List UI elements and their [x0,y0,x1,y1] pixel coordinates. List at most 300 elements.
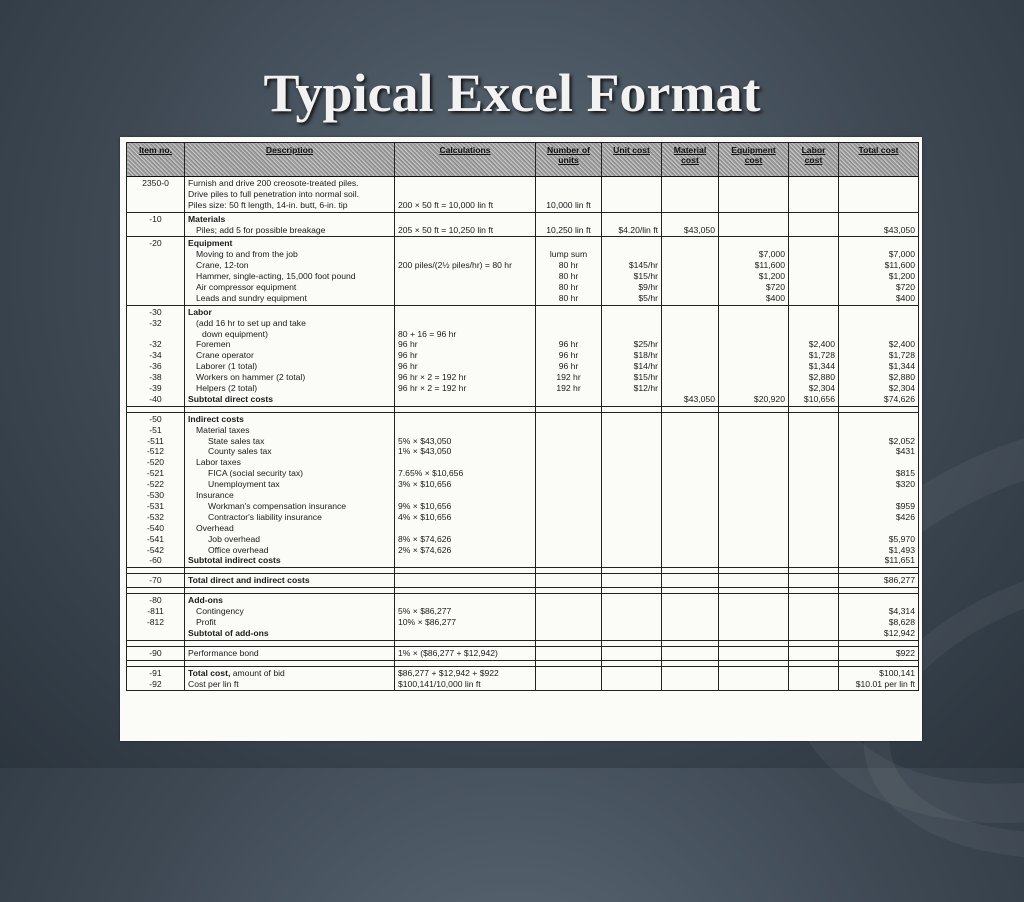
header-item-no: Item no. [127,143,185,177]
line-material-cost [665,414,715,425]
equipment-cost-cell [719,212,789,237]
line-calculations: 1% × ($86,277 + $12,942) [398,647,498,658]
line-item-no: -521 [146,468,165,479]
line-item-no [130,293,181,304]
table-row [127,412,919,567]
line-material-cost [665,350,715,361]
line-total-cost: $7,000 [888,249,915,260]
line-description: Unemployment tax [208,479,280,490]
line-unit-cost [605,595,658,606]
line-material-cost [665,617,715,628]
line-total-cost [842,178,915,189]
line-units [539,446,598,457]
line-labor-cost [792,446,835,457]
line-units [539,436,598,447]
unit-cost-cell [602,412,662,567]
line-units: 10,250 lin ft [546,224,591,235]
line-units [539,238,598,249]
line-unit-cost: $15/hr [633,372,658,383]
line-equipment-cost [722,479,785,490]
line-equipment-cost [722,214,785,225]
line-equipment-cost [722,468,785,479]
line-total-cost: $74,626 [883,393,915,404]
labor-cost-cell [789,666,839,691]
line-equipment-cost: $400 [765,292,785,303]
line-total-cost: $1,493 [888,544,915,555]
line-description: Piles size: 50 ft length, 14-in. butt, 6-in. tip [188,199,348,210]
description-cell [185,666,395,691]
table-row [127,212,919,237]
line-unit-cost [605,668,658,679]
line-material-cost [665,260,715,271]
line-calculations [398,628,532,639]
line-material-cost [665,372,715,383]
line-material-cost [665,436,715,447]
line-unit-cost [605,479,658,490]
line-item-no [130,260,181,271]
line-calculations: 96 hr × 2 = 192 hr [398,383,467,394]
line-units: 80 hr [558,282,579,293]
line-material-cost: $43,050 [683,224,715,235]
line-labor-cost [792,271,835,282]
line-item-no: -32 [149,339,162,350]
estimate-sheet [120,137,922,741]
line-unit-cost [605,555,658,566]
line-equipment-cost [722,350,785,361]
unit-cost-cell [602,237,662,305]
line-description: down equipment) [202,328,268,339]
line-unit-cost: $145/hr [628,260,658,271]
line-calculations: $86,277 + $12,942 + $922 [398,667,499,678]
description-cell [185,574,395,588]
line-total-cost [842,595,915,606]
units-cell [536,237,602,305]
line-units [539,394,598,405]
line-description: Workman's compensation insurance [208,500,347,511]
line-unit-cost [605,534,658,545]
line-equipment-cost [722,189,785,200]
line-equipment-cost [722,617,785,628]
item-no-cell [127,574,185,588]
line-description: Cost per lin ft [188,678,239,689]
calculations-cell [395,666,536,691]
line-labor-cost: $2,400 [808,339,835,350]
line-material-cost [665,249,715,260]
labor-cost-cell [789,412,839,567]
line-description: Subtotal of add-ons [188,627,269,638]
line-item-no: -522 [146,479,165,490]
line-total-cost: $4,314 [888,606,915,617]
line-unit-cost [605,457,658,468]
line-calculations: 205 × 50 ft = 10,250 lin ft [398,224,494,235]
line-calculations [398,214,532,225]
units-cell [536,574,602,588]
line-units [539,214,598,225]
unit-cost-cell [602,574,662,588]
line-equipment-cost [722,457,785,468]
line-material-cost [665,555,715,566]
item-no-cell [127,212,185,237]
material-cost-cell [662,177,719,213]
line-item-no: -30 [149,306,162,317]
equipment-cost-cell [719,594,789,641]
header-row [127,143,919,177]
line-total-cost: $11,651 [884,555,915,566]
line-calculations: 96 hr × 2 = 192 hr [398,372,467,383]
line-calculations [398,293,532,304]
line-calculations [398,189,532,200]
line-description: Subtotal indirect costs [188,555,281,566]
line-units [539,555,598,566]
material-cost-cell [662,237,719,305]
line-description: Helpers (2 total) [196,383,258,394]
line-units [539,628,598,639]
total-cost-cell [839,212,919,237]
line-description: Indirect costs [188,413,244,424]
equipment-cost-cell [719,666,789,691]
line-labor-cost [792,468,835,479]
line-units [539,479,598,490]
line-material-cost [665,200,715,211]
total-cost-cell [839,305,919,406]
line-equipment-cost: $11,600 [754,260,785,271]
line-item-no: -32 [149,317,162,328]
line-labor-cost: $1,344 [808,361,835,372]
header-material-cost: Material cost [662,143,719,177]
line-equipment-cost [722,436,785,447]
line-item-no [130,282,181,293]
line-labor-cost [792,490,835,501]
line-unit-cost [605,523,658,534]
equipment-cost-cell [719,412,789,567]
line-labor-cost [792,617,835,628]
line-calculations: 96 hr [398,361,418,372]
line-labor-cost [792,225,835,236]
item-no-cell [127,237,185,305]
line-calculations: 10% × $86,277 [398,616,457,627]
line-unit-cost [605,329,658,340]
labor-cost-cell [789,177,839,213]
units-cell [536,646,602,660]
line-description: County sales tax [208,446,272,457]
line-material-cost [665,361,715,372]
line-units: 192 hr [556,372,581,383]
header-equipment-cost: Equipment cost [719,143,789,177]
line-calculations [398,394,532,405]
line-item-no: -530 [146,490,165,501]
equipment-cost-cell [719,305,789,406]
line-equipment-cost [722,534,785,545]
line-calculations: 9% × $10,656 [398,500,452,511]
line-total-cost: $2,304 [888,383,915,394]
line-item-no: -36 [149,361,162,372]
line-labor-cost [792,648,835,659]
line-description: Workers on hammer (2 total) [196,372,306,383]
line-equipment-cost [722,679,785,690]
line-item-no: 2350-0 [142,178,169,188]
labor-cost-cell [789,305,839,406]
line-item-no: -812 [146,616,165,627]
calculations-cell [395,412,536,567]
line-description: Overhead [196,522,234,533]
line-unit-cost: $5/hr [638,292,658,303]
line-calculations [398,555,532,566]
line-description: Drive piles to full penetration into normal soil. [188,188,360,199]
line-total-cost [842,189,915,200]
line-item-no: -40 [149,393,162,404]
line-labor-cost [792,249,835,260]
line-total-cost: $1,728 [888,350,915,361]
line-calculations: 80 + 16 = 96 hr [398,328,457,339]
line-labor-cost [792,214,835,225]
line-equipment-cost [722,414,785,425]
line-material-cost [665,606,715,617]
header-description: Description [185,143,395,177]
description-cell [185,305,395,406]
line-unit-cost [605,189,658,200]
calculations-cell [395,177,536,213]
line-equipment-cost [722,668,785,679]
table-row [127,646,919,660]
units-cell [536,212,602,237]
line-calculations [398,425,532,436]
line-labor-cost [792,606,835,617]
unit-cost-cell [602,177,662,213]
description-cell [185,646,395,660]
line-description: Piles; add 5 for possible breakage [196,224,326,235]
line-labor-cost [792,555,835,566]
total-cost-cell [839,237,919,305]
line-units [539,425,598,436]
line-calculations [398,282,532,293]
line-description: State sales tax [208,435,265,446]
description-cell [185,212,395,237]
line-total-cost [842,490,915,501]
line-labor-cost [792,501,835,512]
line-labor-cost [792,260,835,271]
line-units [539,617,598,628]
line-units: 192 hr [556,383,581,394]
line-unit-cost [605,490,658,501]
unit-cost-cell [602,646,662,660]
line-description: Laborer (1 total) [196,361,258,372]
total-cost-cell [839,646,919,660]
line-total-cost [842,214,915,225]
line-total-cost [842,238,915,249]
line-unit-cost: $14/hr [633,361,658,372]
line-unit-cost [605,307,658,318]
line-equipment-cost [722,501,785,512]
line-description: Contractor's liability insurance [208,511,322,522]
line-total-cost: $11,600 [884,260,915,271]
calculations-cell [395,574,536,588]
line-unit-cost [605,606,658,617]
line-total-cost: $1,344 [888,361,915,372]
line-unit-cost [605,214,658,225]
line-units: lump sum [549,249,588,260]
line-equipment-cost [722,318,785,329]
table-row [127,237,919,305]
line-equipment-cost [722,372,785,383]
line-equipment-cost [722,523,785,534]
line-equipment-cost [722,555,785,566]
description-cell [185,412,395,567]
line-item-no: -511 [147,435,164,446]
table-body [127,177,919,691]
line-equipment-cost [722,238,785,249]
line-material-cost [665,307,715,318]
calculations-cell [395,646,536,660]
line-total-cost: $8,628 [888,616,915,627]
line-units [539,534,598,545]
line-equipment-cost [722,446,785,457]
line-units: 10,000 lin ft [546,199,591,210]
line-equipment-cost: $720 [765,282,785,293]
line-units [539,523,598,534]
line-units: 96 hr [558,361,579,372]
line-labor-cost [792,318,835,329]
line-labor-cost [792,512,835,523]
line-item-no [130,200,181,211]
line-description: FICA (social security tax) [208,468,304,479]
table-row [127,177,919,213]
line-description: Air compressor equipment [196,282,297,293]
line-calculations [398,575,532,586]
line-labor-cost [792,238,835,249]
line-description: Leads and sundry equipment [196,292,307,303]
description-cell [185,177,395,213]
equipment-cost-cell [719,177,789,213]
line-total-cost [842,457,915,468]
equipment-cost-cell [719,574,789,588]
line-material-cost [665,679,715,690]
line-material-cost [665,446,715,457]
line-labor-cost [792,178,835,189]
line-item-no: -541 [146,533,165,544]
line-total-cost: $815 [895,468,915,479]
line-unit-cost: $4.20/lin ft [618,224,658,235]
material-cost-cell [662,666,719,691]
line-units: 80 hr [558,292,579,303]
line-unit-cost [605,425,658,436]
item-no-cell [127,594,185,641]
line-item-no [130,189,181,200]
line-material-cost [665,329,715,340]
line-units [539,648,598,659]
description-cell [185,594,395,641]
line-equipment-cost [722,339,785,350]
line-unit-cost [605,501,658,512]
item-no-cell [127,305,185,406]
line-material-cost [665,282,715,293]
unit-cost-cell [602,305,662,406]
line-units [539,679,598,690]
line-unit-cost: $9/hr [638,282,658,293]
line-units [539,501,598,512]
line-material-cost [665,479,715,490]
line-description: Total direct and indirect costs [188,575,310,586]
line-calculations [398,490,532,501]
line-labor-cost [792,628,835,639]
line-total-cost: $43,050 [883,224,915,235]
line-item-no: -531 [146,500,165,511]
line-units [539,606,598,617]
total-cost-cell [839,666,919,691]
header-number-of-units: Number of units [536,143,602,177]
line-material-cost [665,575,715,586]
line-unit-cost [605,238,658,249]
line-item-no: -38 [149,372,162,383]
labor-cost-cell [789,646,839,660]
line-labor-cost [792,679,835,690]
line-equipment-cost [722,545,785,556]
labor-cost-cell [789,574,839,588]
line-calculations: $100,141/10,000 lin ft [398,678,481,689]
line-total-cost [842,523,915,534]
units-cell [536,666,602,691]
line-item-no: -10 [149,213,162,224]
line-unit-cost: $18/hr [633,350,658,361]
line-labor-cost [792,668,835,679]
line-unit-cost: $12/hr [633,383,658,394]
units-cell [536,305,602,406]
line-description: Labor taxes [196,457,241,468]
line-unit-cost [605,648,658,659]
line-labor-cost [792,479,835,490]
line-units [539,178,598,189]
line-description-bold-part: Total cost, [188,667,231,678]
line-description: (add 16 hr to set up and take [196,317,306,328]
line-material-cost [665,490,715,501]
line-material-cost [665,595,715,606]
line-calculations: 3% × $10,656 [398,479,452,490]
item-no-cell [127,412,185,567]
line-labor-cost: $2,304 [808,383,835,394]
units-cell [536,177,602,213]
line-description: Material taxes [196,424,250,435]
line-unit-cost [605,318,658,329]
line-item-no: -90 [149,647,162,658]
table-row [127,666,919,691]
line-total-cost: $5,970 [888,533,915,544]
line-total-cost [842,414,915,425]
line-item-no: -80 [149,595,162,606]
table-row [127,305,919,406]
line-unit-cost [605,679,658,690]
line-description: Job overhead [208,533,261,544]
line-calculations [398,523,532,534]
calculations-cell [395,212,536,237]
line-calculations: 8% × $74,626 [398,533,452,544]
table-row [127,574,919,588]
line-units: 96 hr [558,339,579,350]
unit-cost-cell [602,212,662,237]
line-unit-cost [605,178,658,189]
line-equipment-cost: $1,200 [758,271,785,282]
line-labor-cost [792,534,835,545]
line-item-no: -542 [146,544,165,555]
line-units [539,468,598,479]
line-units [539,329,598,340]
line-description: Office overhead [208,544,269,555]
line-unit-cost [605,249,658,260]
line-total-cost [842,200,915,211]
material-cost-cell [662,412,719,567]
line-description: Moving to and from the job [196,249,298,260]
line-description-rest: amount of bid [230,667,285,678]
line-labor-cost [792,414,835,425]
line-item-no: -34 [149,350,162,361]
